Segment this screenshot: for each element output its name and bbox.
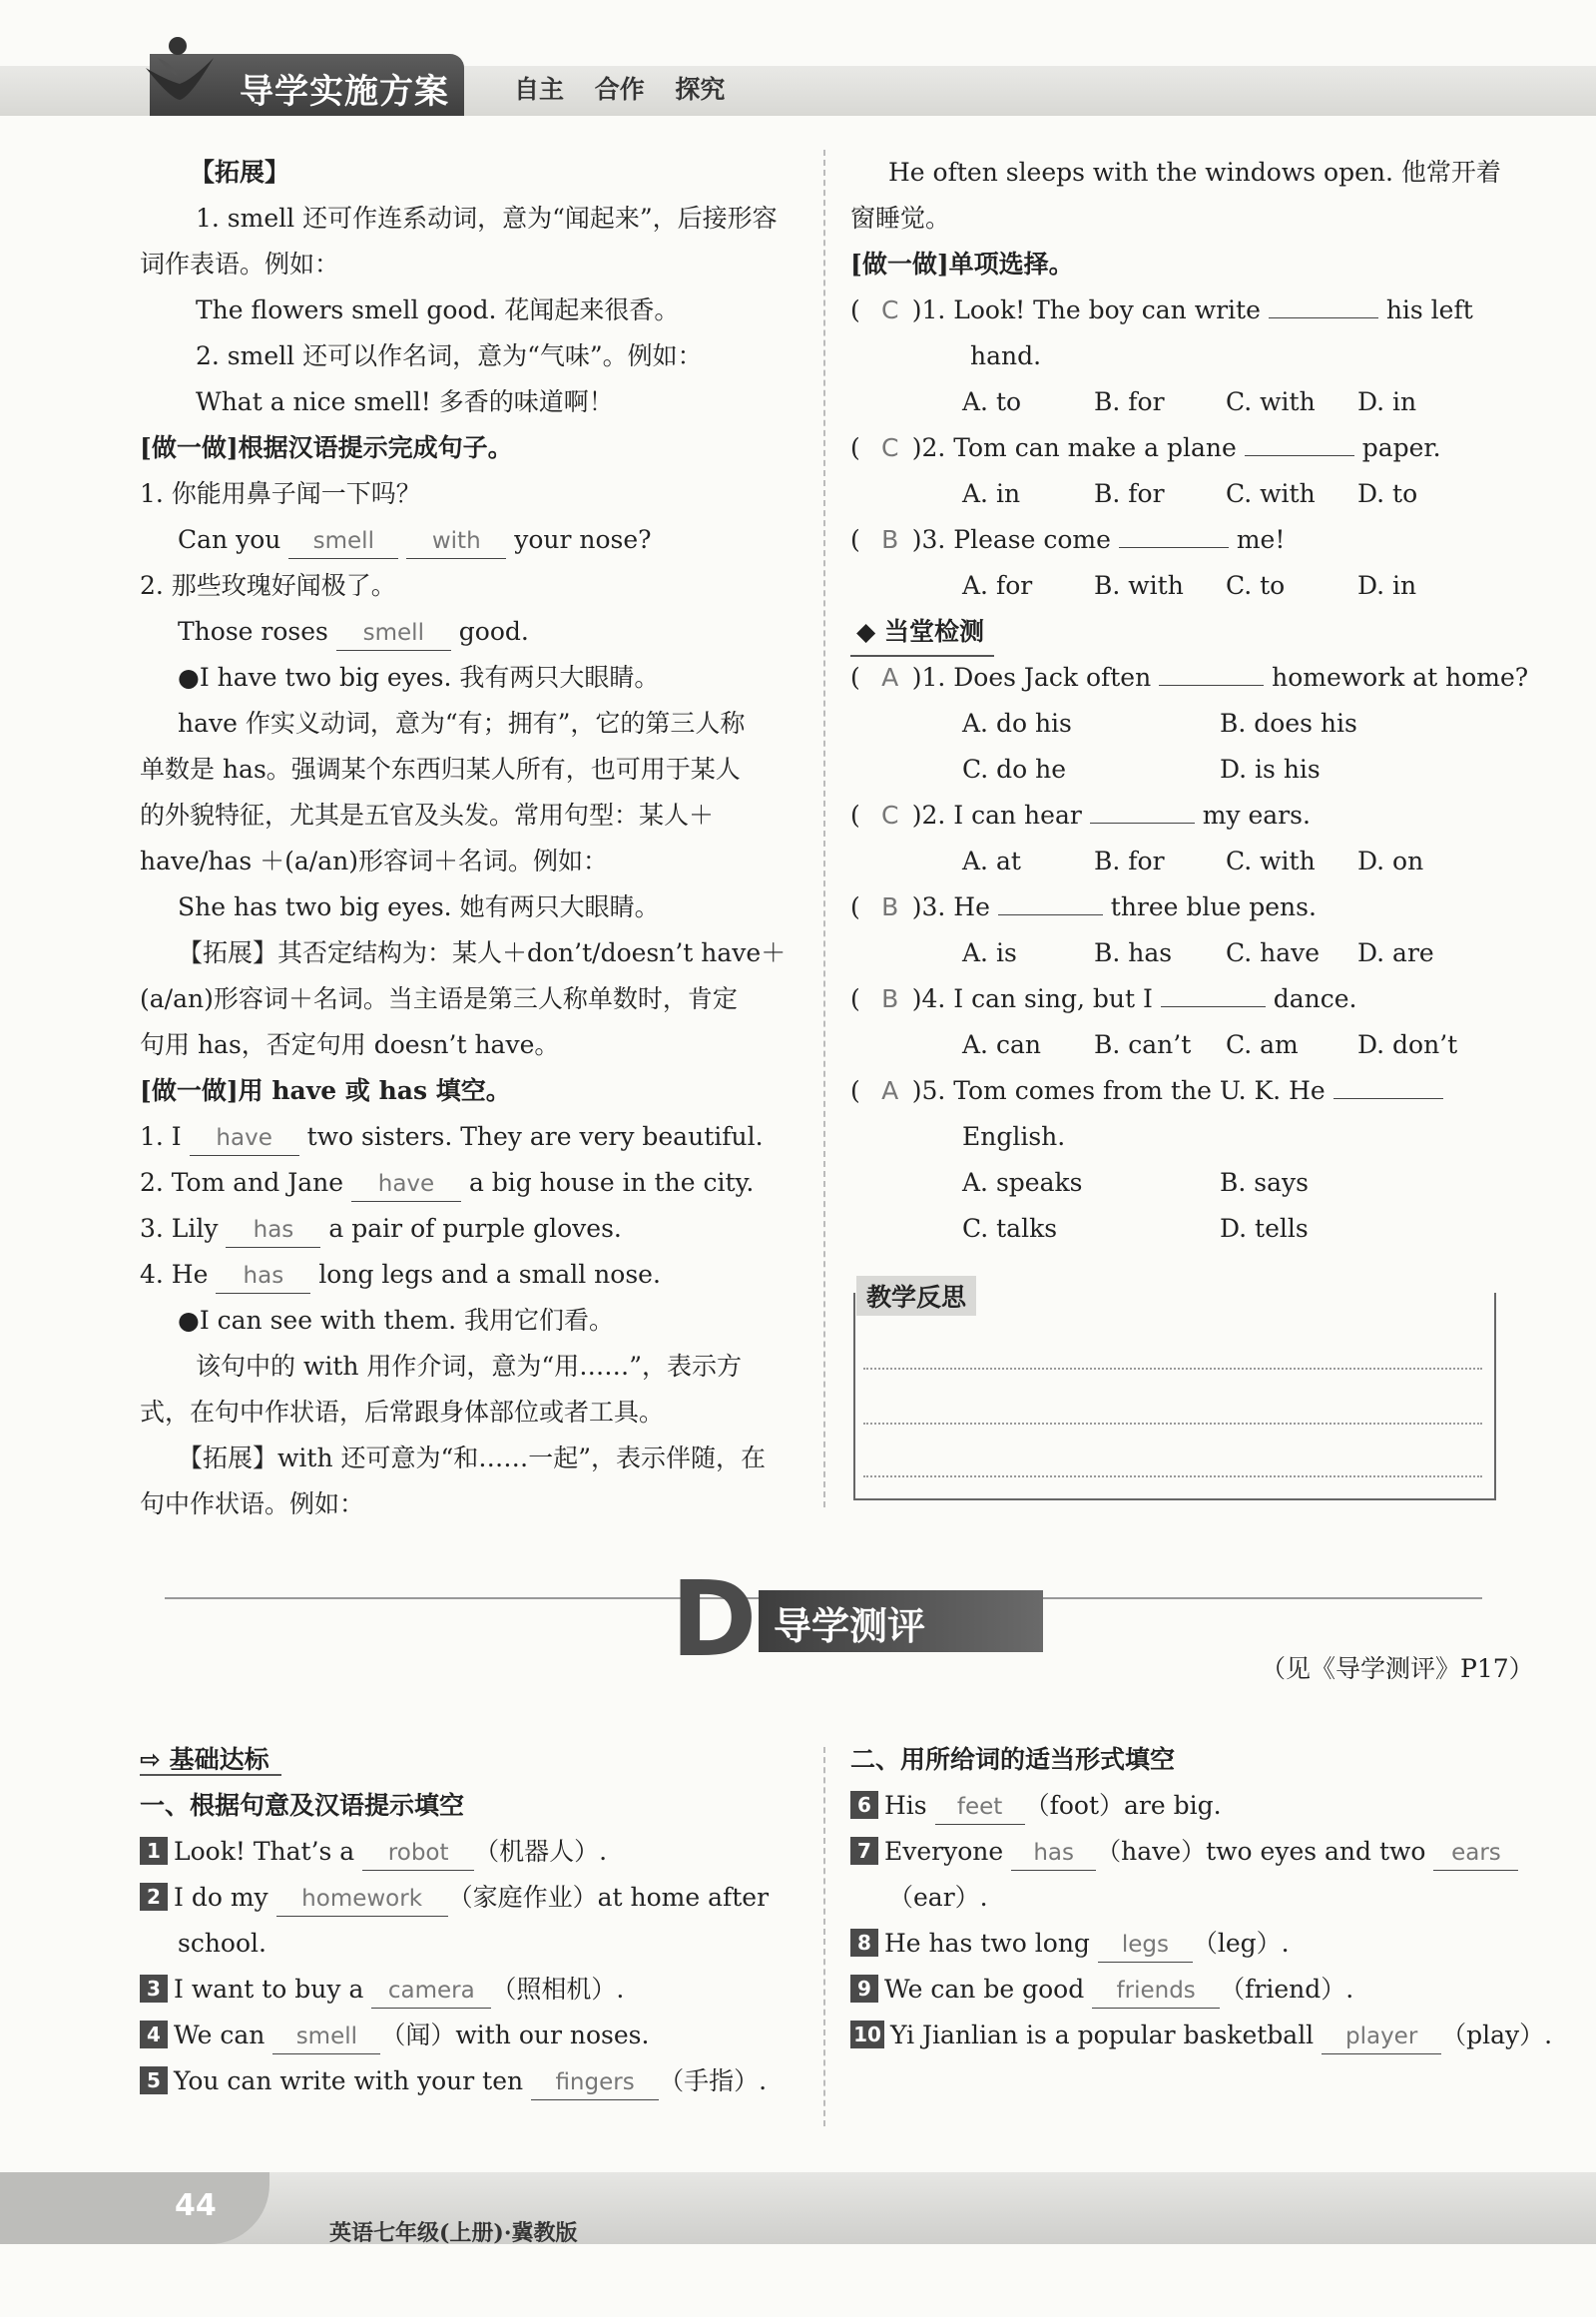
text-line: have/has ＋(a/an)形容词＋名词。例如： xyxy=(140,847,608,875)
answer-blank[interactable]: friends xyxy=(1092,1974,1220,2009)
options-row: C. do he D. is his xyxy=(962,755,1321,784)
right-column xyxy=(850,150,1529,1252)
logo-icon xyxy=(140,28,220,108)
writing-line[interactable] xyxy=(863,1368,1482,1370)
answer-blank[interactable]: has xyxy=(1011,1836,1096,1871)
text-line: 该句中的 with 用作介词，意为“用……”，表示方 xyxy=(196,1352,742,1381)
reflection-title: 教学反思 xyxy=(856,1276,976,1316)
text-line: 1. smell 还可作连系动词，意为“闻起来”，后接形容 xyxy=(196,204,778,233)
part-heading: 一、根据句意及汉语提示填空 xyxy=(140,1791,465,1820)
answer-blank[interactable]: with xyxy=(406,524,506,559)
text-line: 1. 你能用鼻子闻一下吗？ xyxy=(140,479,421,508)
options-row: A. in B. for C. with D. to xyxy=(962,479,1418,508)
answer-blank[interactable]: smell xyxy=(288,524,398,559)
section-letter: D xyxy=(671,1558,758,1680)
answer-blank[interactable]: smell xyxy=(336,616,451,651)
text-line: have 作实义动词，意为“有；拥有”，它的第三人称 xyxy=(178,709,746,738)
answer-blank[interactable]: homework xyxy=(276,1882,448,1917)
answer-blank[interactable] xyxy=(1161,1006,1266,1007)
exercise-line: 4. He has long legs and a small nose. xyxy=(140,1252,803,1298)
fill-item: 7 Everyone has （have）two eyes and two ears xyxy=(850,1829,1519,1875)
text-line: 2. smell 还可以作名词，意为“气味”。例如： xyxy=(196,341,703,370)
header-subtitle: 自主 合作 探究 xyxy=(514,75,726,104)
left-column xyxy=(140,150,803,1527)
answer-blank[interactable]: has xyxy=(216,1259,310,1294)
question-continuation: English. xyxy=(962,1122,1066,1151)
text-line: 词作表语。例如： xyxy=(140,250,340,279)
mc-question: ( B )3. Please come me! xyxy=(850,517,1519,563)
answer-blank[interactable]: have xyxy=(190,1121,299,1156)
fill-item: 1 Look! That’s a robot （机器人）. xyxy=(140,1829,803,1875)
answer-blank[interactable] xyxy=(1333,1098,1443,1099)
book-title: 英语七年级(上册)·冀教版 xyxy=(329,2220,578,2246)
answer-letter[interactable]: C xyxy=(880,295,899,324)
exercise-heading: [做一做]单项选择。 xyxy=(850,250,1074,279)
mc-question: ( B )4. I can sing, but I dance. xyxy=(850,976,1519,1022)
arrow-icon: ⇨ xyxy=(140,1745,161,1774)
fill-item: 10 Yi Jianlian is a popular basketball player （play）. xyxy=(850,2013,1519,2058)
section-reference: （见《导学测评》P17） xyxy=(1261,1654,1534,1683)
column-divider xyxy=(823,1747,825,2126)
exercise-line: 1. I have two sisters. They are very beautiful. xyxy=(140,1114,803,1160)
example-line: The flowers smell good. 花闻起来很香。 xyxy=(196,295,680,324)
answer-letter[interactable]: C xyxy=(880,801,899,830)
mc-question: ( B )3. He three blue pens. xyxy=(850,884,1519,930)
answer-blank[interactable] xyxy=(1269,317,1378,318)
answer-letter[interactable]: B xyxy=(881,525,899,554)
text-line: 句中作状语。例如： xyxy=(140,1489,365,1518)
question-continuation: hand. xyxy=(970,341,1042,370)
basic-right-column xyxy=(850,1737,1553,2058)
answer-blank[interactable]: camera xyxy=(371,1974,491,2009)
footer-tab xyxy=(0,2172,269,2244)
answer-blank[interactable]: feet xyxy=(935,1790,1025,1825)
options-row: A. to B. for C. with D. in xyxy=(962,387,1417,416)
text-line: 【拓展】其否定结构为：某人＋don’t/doesn’t have＋ xyxy=(178,938,787,967)
question-continuation: school. xyxy=(178,1929,266,1958)
options-row: A. at B. for C. with D. on xyxy=(962,847,1424,875)
exercise-heading: [做一做]用 have 或 has 填空。 xyxy=(140,1076,511,1105)
exercise-heading: [做一做]根据汉语提示完成句子。 xyxy=(140,433,513,462)
text-line: (a/an)形容词＋名词。当主语是第三人称单数时，肯定 xyxy=(140,984,738,1013)
text-line: 2. 那些玫瑰好闻极了。 xyxy=(140,571,396,600)
answer-blank[interactable]: smell xyxy=(272,2020,380,2054)
writing-line[interactable] xyxy=(863,1423,1482,1425)
text-line: 的外貌特征，尤其是五官及头发。常用句型：某人＋ xyxy=(140,801,715,830)
basic-section-header: ⇨ 基础达标 xyxy=(140,1737,803,1783)
mc-question: ( C )2. Tom can make a plane paper. xyxy=(850,425,1519,471)
answer-letter[interactable]: B xyxy=(881,984,899,1013)
example-line: What a nice smell! 多香的味道啊！ xyxy=(196,387,614,416)
text-line: 句用 has，否定句用 doesn’t have。 xyxy=(140,1030,560,1059)
mc-question: ( A )1. Does Jack often homework at home? xyxy=(850,655,1519,701)
text-line: 单数是 has。强调某个东西归某人所有，也可用于某人 xyxy=(140,755,741,784)
text-line: 式，在句中作状语，后常跟身体部位或者工具。 xyxy=(140,1398,665,1427)
fill-item: 5 You can write with your ten fingers （手指）. xyxy=(140,2058,803,2104)
answer-blank[interactable] xyxy=(1090,823,1195,824)
column-divider xyxy=(823,150,825,1507)
basic-left-column xyxy=(140,1737,803,2104)
answer-blank[interactable]: robot xyxy=(362,1836,474,1871)
diamond-icon: ◆ xyxy=(856,617,876,646)
fill-item: 9 We can be good friends （friend）. xyxy=(850,1967,1519,2013)
answer-blank[interactable]: has xyxy=(226,1213,320,1248)
answer-letter[interactable]: B xyxy=(881,892,899,921)
options-row: A. do his B. does his xyxy=(962,709,1357,738)
question-continuation: （ear）. xyxy=(888,1883,988,1912)
exercise-line: Can you smell with your nose? xyxy=(140,517,803,563)
answer-blank[interactable]: legs xyxy=(1098,1928,1193,1963)
mc-question: ( C )2. I can hear my ears. xyxy=(850,793,1519,839)
reflection-box xyxy=(853,1293,1496,1500)
fill-item: 6 His feet （foot）are big. xyxy=(850,1783,1519,1829)
answer-letter[interactable]: A xyxy=(881,663,899,692)
fill-item: 3 I want to buy a camera （照相机）. xyxy=(140,1967,803,2013)
mc-question: ( A )5. Tom comes from the U. K. He xyxy=(850,1068,1519,1114)
options-row: A. for B. with C. to D. in xyxy=(962,571,1417,600)
mc-question: ( C )1. Look! The boy can write his left xyxy=(850,288,1519,333)
expand-heading: 【拓展】 xyxy=(190,158,290,187)
exercise-line: 2. Tom and Jane have a big house in the city. xyxy=(140,1160,803,1206)
answer-letter[interactable]: A xyxy=(881,1076,899,1105)
text-line: 【拓展】with 还可意为“和……一起”，表示伴随，在 xyxy=(178,1444,767,1472)
exercise-line: 3. Lily has a pair of purple gloves. xyxy=(140,1206,803,1252)
part-heading: 二、用所给词的适当形式填空 xyxy=(850,1745,1176,1774)
answer-blank[interactable]: have xyxy=(351,1167,461,1202)
page-number: 44 xyxy=(175,2188,217,2223)
text-line: 窗睡觉。 xyxy=(850,204,951,233)
check-section-header: ◆ 当堂检测 xyxy=(850,609,1519,655)
fill-item: 4 We can smell （闻）with our noses. xyxy=(140,2013,803,2058)
answer-blank[interactable] xyxy=(998,914,1103,915)
section-title: 导学测评 xyxy=(774,1604,926,1648)
fill-item: 8 He has two long legs （leg）. xyxy=(850,1921,1519,1967)
key-sentence: ●I can see with them. 我用它们看。 xyxy=(178,1306,614,1335)
header-title: 导学实施方案 xyxy=(240,72,449,112)
answer-blank[interactable]: fingers xyxy=(531,2065,659,2100)
fill-item: 2 I do my homework （家庭作业）at home after xyxy=(140,1875,803,1921)
options-row: A. is B. has C. have D. are xyxy=(962,938,1434,967)
answer-blank[interactable]: player xyxy=(1322,2020,1441,2054)
answer-blank[interactable] xyxy=(1119,547,1229,548)
example-line: He often sleeps with the windows open. 他常开着 xyxy=(888,158,1501,187)
answer-blank[interactable]: ears xyxy=(1433,1836,1518,1871)
options-row: A. speaks B. says xyxy=(962,1168,1309,1197)
key-sentence: ●I have two big eyes. 我有两只大眼睛。 xyxy=(178,663,660,692)
example-line: She has two big eyes. 她有两只大眼睛。 xyxy=(178,892,660,921)
answer-blank[interactable] xyxy=(1245,455,1354,456)
answer-letter[interactable]: C xyxy=(880,433,899,462)
options-row: C. talks D. tells xyxy=(962,1214,1309,1243)
options-row: A. can B. can’t C. am D. don’t xyxy=(962,1030,1458,1059)
answer-blank[interactable] xyxy=(1159,685,1264,686)
exercise-line: Those roses smell good. xyxy=(140,609,803,655)
writing-line[interactable] xyxy=(863,1475,1482,1477)
